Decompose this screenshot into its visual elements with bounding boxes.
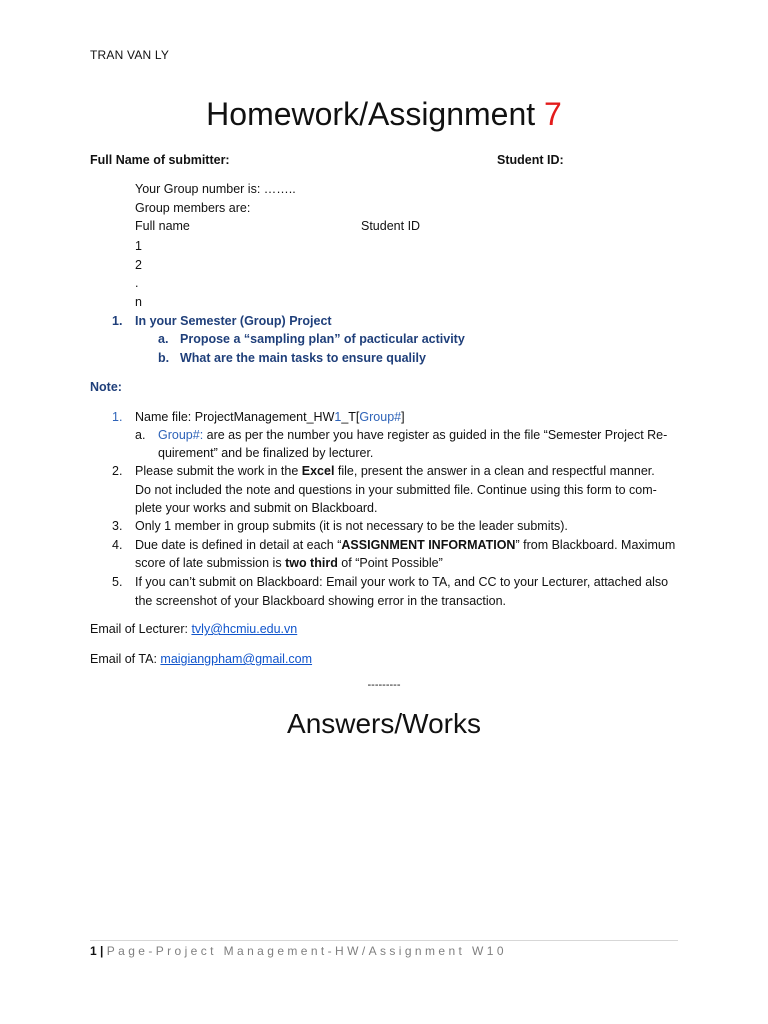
assignment-info-emphasis: ASSIGNMENT INFORMATION (341, 538, 516, 552)
note-number: 2. (112, 464, 123, 478)
page-number: 1 (90, 944, 97, 958)
task-a-letter: a. (158, 332, 169, 346)
note-4-line2-end: of “Point Possible” (337, 556, 443, 570)
note-2-line3: plete your works and submit on Blackboard. (135, 501, 378, 515)
note-5: If you can’t submit on Blackboard: Email your work to TA, and CC to your Lecturer, attached also (135, 575, 669, 589)
member-row: . (135, 276, 139, 290)
note-4-text-end: ” from Blackboard. Maximum (515, 538, 676, 552)
note-1-text: Name file: ProjectManagement_HW (135, 410, 335, 424)
answers-heading: Answers/Works (287, 708, 481, 739)
note-1 (135, 408, 405, 426)
submitter-name-label: Full Name of submitter: (90, 153, 230, 167)
note-1-end: ] (401, 410, 405, 424)
note-2-text-end: file, present the answer in a clean and respectful manner. (334, 464, 655, 478)
note-1a-letter: a. (135, 428, 146, 442)
member-row: 2 (135, 258, 142, 272)
footer-separator: | (96, 944, 107, 958)
note-5-line2: the screenshot of your Blackboard showing error in the transaction. (135, 594, 507, 608)
separator: --------- (367, 679, 401, 691)
note-number: 3. (112, 519, 123, 533)
ta-email-row (90, 650, 312, 668)
two-third-emphasis: two third (285, 556, 338, 570)
note-1a-text: are as per the number you have register as guided in the file “Semester Project Re- (203, 428, 668, 442)
member-row: n (135, 295, 142, 309)
note-number: 5. (112, 575, 123, 589)
note-3: Only 1 member in group submits (it is not necessary to be the leader submits). (135, 519, 568, 533)
group-number-line: Your Group number is: …….. (135, 182, 296, 196)
note-label: Note: (90, 380, 122, 394)
task-b-letter: b. (158, 351, 170, 365)
student-id-label: Student ID: (497, 153, 564, 167)
note-2 (135, 462, 655, 480)
ta-email-label: Email of TA: (90, 652, 161, 666)
note-1a-line2: quirement” and be finalized by lecturer. (158, 446, 374, 460)
task-a: Propose a “sampling plan” of pacticular activity (180, 332, 465, 346)
group-placeholder: Group# (359, 410, 402, 424)
hw-number: 1 (334, 410, 342, 424)
document-title (0, 96, 768, 133)
lecturer-email-link[interactable]: tvly@hcmiu.edu.vn (191, 622, 298, 636)
title-text: Homework/Assignment (206, 96, 545, 132)
page-footer (90, 944, 507, 958)
group-members-line: Group members are: (135, 201, 251, 215)
column-student-id: Student ID (361, 219, 421, 233)
task-main: In your Semester (Group) Project (135, 314, 332, 328)
note-1a (158, 426, 667, 444)
excel-emphasis: Excel (301, 464, 335, 478)
note-number: 1. (112, 410, 123, 424)
column-full-name: Full name (135, 219, 190, 233)
note-4-line2 (135, 554, 443, 572)
task-number: 1. (112, 314, 123, 328)
running-header: TRAN VAN LY (90, 48, 170, 62)
note-1-mid: _T[ (341, 410, 360, 424)
note-2-line2: Do not included the note and questions in your submitted file. Continue using this form to com- (135, 483, 657, 497)
assignment-number: 7 (544, 96, 562, 132)
note-4-text: Due date is defined in detail at each “ (135, 538, 342, 552)
task-b: What are the main tasks to ensure qualily (180, 351, 426, 365)
note-4 (135, 536, 675, 554)
lecturer-email-label: Email of Lecturer: (90, 622, 192, 636)
footer-divider (90, 940, 678, 941)
ta-email-link[interactable]: maigiangpham@gmail.com (160, 652, 313, 666)
member-row: 1 (135, 239, 142, 253)
group-label: Group#: (158, 428, 204, 442)
lecturer-email-row (90, 620, 297, 638)
note-2-text: Please submit the work in the (135, 464, 302, 478)
note-number: 4. (112, 538, 123, 552)
footer-text: Page-Project Management-HW/Assignment W10 (106, 944, 507, 958)
note-4-line2-text: score of late submission is (135, 556, 286, 570)
